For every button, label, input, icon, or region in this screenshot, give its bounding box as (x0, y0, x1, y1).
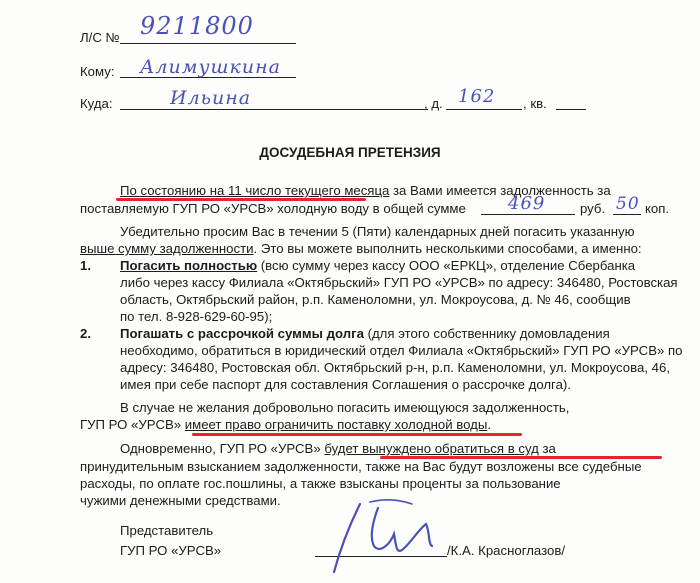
para1-line2: поставляемую ГУП РО «УРСВ» холодную воду в общей сумме (80, 201, 466, 216)
option2-line2: необходимо, обратиться в юридический отдел Филиала «Октябрьский» ГУП РО «УРСВ» по (120, 343, 683, 358)
signer-role-line2: ГУП РО «УРСВ» (120, 543, 222, 558)
house-underline (446, 109, 522, 110)
option2-text1: (для этого собственнику домовладения (363, 326, 610, 341)
sum-underline (481, 214, 575, 215)
para3-line2 (80, 417, 491, 432)
option1-line3: область, Октябрьский район, р.п. Каменоломни, ул. Мокроусова, д. № 46, сообщив (120, 292, 631, 307)
signer-name: /К.А. Красноглазов/ (447, 543, 565, 558)
account-label: Л/С № (80, 30, 120, 45)
para1-rest: за Вами имеется задолженность за (389, 183, 611, 198)
option1-line2: либо через кассу Филиала «Октябрьский» ГУП РО «УРСВ» по адресу: 346480, Ростовская (120, 275, 678, 290)
option1-line1 (120, 258, 635, 273)
option2-number: 2. (80, 326, 91, 341)
house-label: , д. (424, 96, 443, 111)
option2-title: Погашать с рассрочкой суммы долга (120, 326, 364, 341)
sum-handwritten-value: 469 (508, 193, 546, 214)
para4-line2: принудительным взысканием задолженности, также на Вас будут возложены все судебные (80, 459, 642, 474)
option1-title: Погасить полностью (120, 258, 258, 273)
signer-role-line1: Представитель (120, 523, 214, 538)
para2-underlined: выше сумму задолженности (80, 241, 254, 256)
house-handwritten-value: 162 (458, 86, 496, 107)
para4-line4: чужими денежными средствами. (80, 493, 281, 508)
apt-label: , кв. (523, 96, 547, 111)
para3-underlined: имеет право ограничить поставку холодной воды (184, 417, 488, 432)
para4-line1 (120, 441, 556, 456)
option1-number: 1. (80, 258, 91, 273)
kop-handwritten-value: 50 (616, 194, 640, 214)
account-underline (120, 43, 296, 44)
para4-end: за (538, 441, 556, 456)
kop-underline (613, 214, 641, 215)
kop-label: коп. (645, 201, 670, 216)
option1-line4: по тел. 8-928-629-60-95); (120, 309, 273, 324)
document-title: ДОСУДЕБНАЯ ПРЕТЕНЗИЯ (259, 145, 441, 160)
red-highlight-2 (192, 433, 522, 436)
para1-lead: По состоянию на 11 число текущего месяца (120, 183, 390, 198)
para3-start: ГУП РО «УРСВ» (80, 417, 185, 432)
para4-underlined: будет вынуждено обратиться в суд (324, 441, 539, 456)
where-underline (120, 109, 428, 110)
option2-line3: адресу: 346480, Ростовская обл. Октябрьский р-н, р.п. Каменоломни, ул. Мокроусова, 46, (120, 360, 670, 375)
para2-line2 (80, 241, 642, 256)
where-handwritten-value: Ильина (170, 87, 252, 109)
handwritten-signature (330, 494, 450, 576)
option2-line4: имея при себе паспорт для составления Соглашения о рассрочке долга). (120, 377, 571, 392)
para1-line1 (80, 183, 680, 198)
account-handwritten-value: 9211800 (140, 12, 254, 40)
where-label: Куда: (80, 96, 113, 111)
option2-line1 (120, 326, 610, 341)
to-handwritten-value: Алимушкина (140, 56, 281, 78)
to-label: Кому: (80, 64, 115, 79)
para4-start: Одновременно, ГУП РО «УРСВ» (120, 441, 325, 456)
apt-underline (556, 109, 586, 110)
para2-line1: Убедительно просим Вас в течении 5 (Пяти) календарных дней погасить указанную (120, 224, 635, 239)
option1-text1: (всю сумму через кассу ООО «ЕРКЦ», отделение Сбербанка (257, 258, 636, 273)
para3-line1: В случае не желания добровольно погасить имеющуюся задолженность, (120, 400, 570, 415)
para4-line3: расходы, по оплате гос.пошлины, а также взысканы проценты за пользование (80, 476, 561, 491)
para2-rest: . Это вы можете выполнить несколькими способами, а именно: (253, 241, 642, 256)
para3-end: . (487, 417, 492, 432)
rub-label: руб. (580, 201, 606, 216)
